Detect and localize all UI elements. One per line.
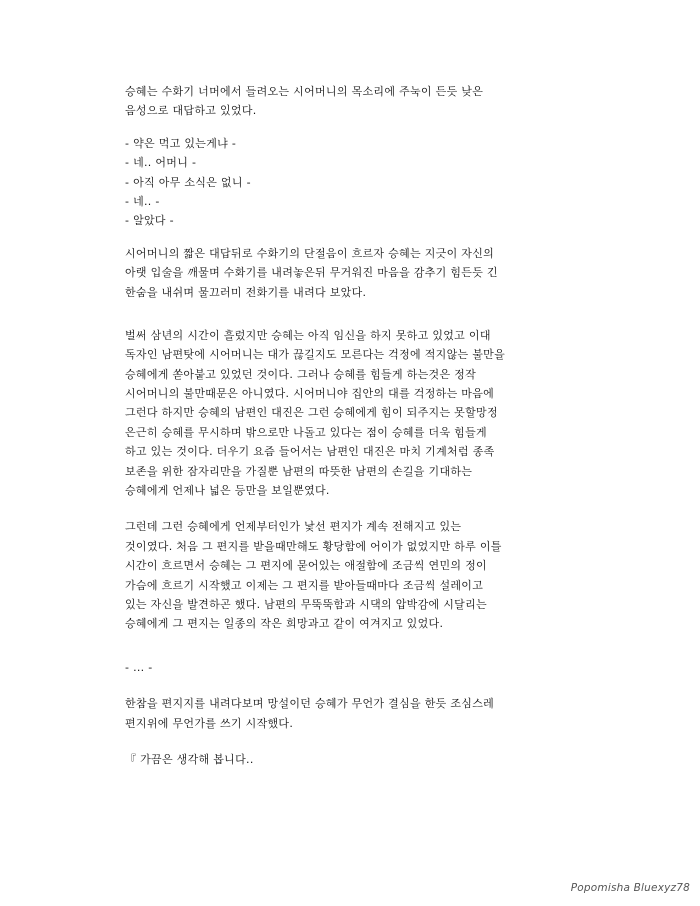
paragraph-phone-call [125, 244, 585, 302]
text-line: 승혜에게 그 편지는 일종의 작은 희망과고 같이 여겨지고 있었다. [125, 617, 444, 631]
text-line: 그런다 하지만 승혜의 남편인 대진은 그런 승혜에게 힘이 되주지는 못할망정 [125, 406, 498, 420]
text-line: 시어머니의 짧은 대답뒤로 수화기의 단절음이 흐르자 승혜는 지긋이 자신의 [125, 246, 495, 260]
paragraph-letters [125, 517, 585, 633]
text-line: 은근히 승혜를 무시하며 밖으로만 나돌고 있다는 점이 승혜를 더욱 힘들게 [125, 425, 487, 439]
paragraph-writing [125, 694, 585, 733]
paragraph-ellipsis [125, 658, 585, 677]
text-line: 하고 있는 것이다. 더우기 요즘 들어서는 남편인 대진은 마치 기계처럼 종족 [125, 445, 495, 459]
text-line: 승혜에게 쏟아붙고 있었던 것이다. 그러나 승혜를 힘들게 하는것은 정작 [125, 367, 477, 381]
text-line: 시어머니의 불만때문은 아니였다. 시어머니야 집안의 대를 걱정하는 마음에 [125, 387, 495, 401]
watermark: Popomisha Bluexyz78 [570, 882, 690, 894]
dialogue-line: - 네.. - [125, 194, 160, 208]
text-line: 있는 자신을 발견하곤 했다. 남편의 무뚝뚝함과 시댁의 압박감에 시달리는 [125, 597, 487, 611]
document-body [125, 82, 585, 769]
text-line: 벌써 삼년의 시간이 흘렀지만 승혜는 아직 임신을 하지 못하고 있었고 이대 [125, 328, 491, 342]
text-line: 독자인 남편탓에 시어머니는 대가 끊길지도 모른다는 걱정에 적지않는 불만을 [125, 348, 506, 362]
text-line: 보존을 위한 잠자리만을 가질뿐 남편의 따뜻한 남편의 손길을 기대하는 [125, 464, 473, 478]
paragraph-three-years [125, 326, 585, 501]
text-line: 그런데 그런 승혜에게 언제부터인가 낯선 편지가 계속 전해지고 있는 [125, 520, 462, 534]
text-line: 것이였다. 처음 그 편지를 받을때만해도 황당함에 어이가 없었지만 하루 이틀 [125, 539, 502, 553]
paragraph-letter-start [125, 750, 585, 769]
text-line: 한참을 편지지를 내려다보며 망설이던 승혜가 무언가 결심을 한듯 조심스레 [125, 697, 495, 711]
text-line: 편지위에 무언가를 쓰기 시작했다. [125, 716, 294, 730]
text-line: 한숨을 내쉬며 물끄러미 전화기를 내려다 보았다. [125, 285, 367, 299]
text-line: 승혜에게 언제나 넓은 등만을 보일뿐였다. [125, 484, 330, 498]
text-line: 승혜는 수화기 너머에서 들려오는 시어머니의 목소리에 주눅이 든듯 낮은 [125, 85, 484, 98]
dialogue-line: - 아직 아무 소식은 없니 - [125, 175, 251, 189]
dialogue-line: - 알았다 - [125, 214, 174, 228]
text-line: 아랫 입술을 깨물며 수화기를 내려놓은뒤 무거워진 마음을 감추기 힘든듯 긴 [125, 266, 498, 280]
dialogue-block [125, 134, 585, 231]
text-line: 시간이 흐르면서 승혜는 그 편지에 묻어있는 애절함에 조금씩 연민의 정이 [125, 559, 487, 573]
text-line: 『 가끔은 생각해 봅니다.. [125, 752, 254, 766]
text-line: - ... - [125, 660, 153, 674]
dialogue-line: - 네.. 어머니 - [125, 156, 197, 170]
dialogue-line: - 약은 먹고 있는게냐 - [125, 136, 237, 150]
text-line: 가슴에 흐르기 시작했고 이제는 그 편지를 받아들때마다 조금씩 설레이고 [125, 578, 484, 592]
text-line: 음성으로 대답하고 있었다. [125, 104, 257, 118]
paragraph-opening [125, 82, 585, 121]
